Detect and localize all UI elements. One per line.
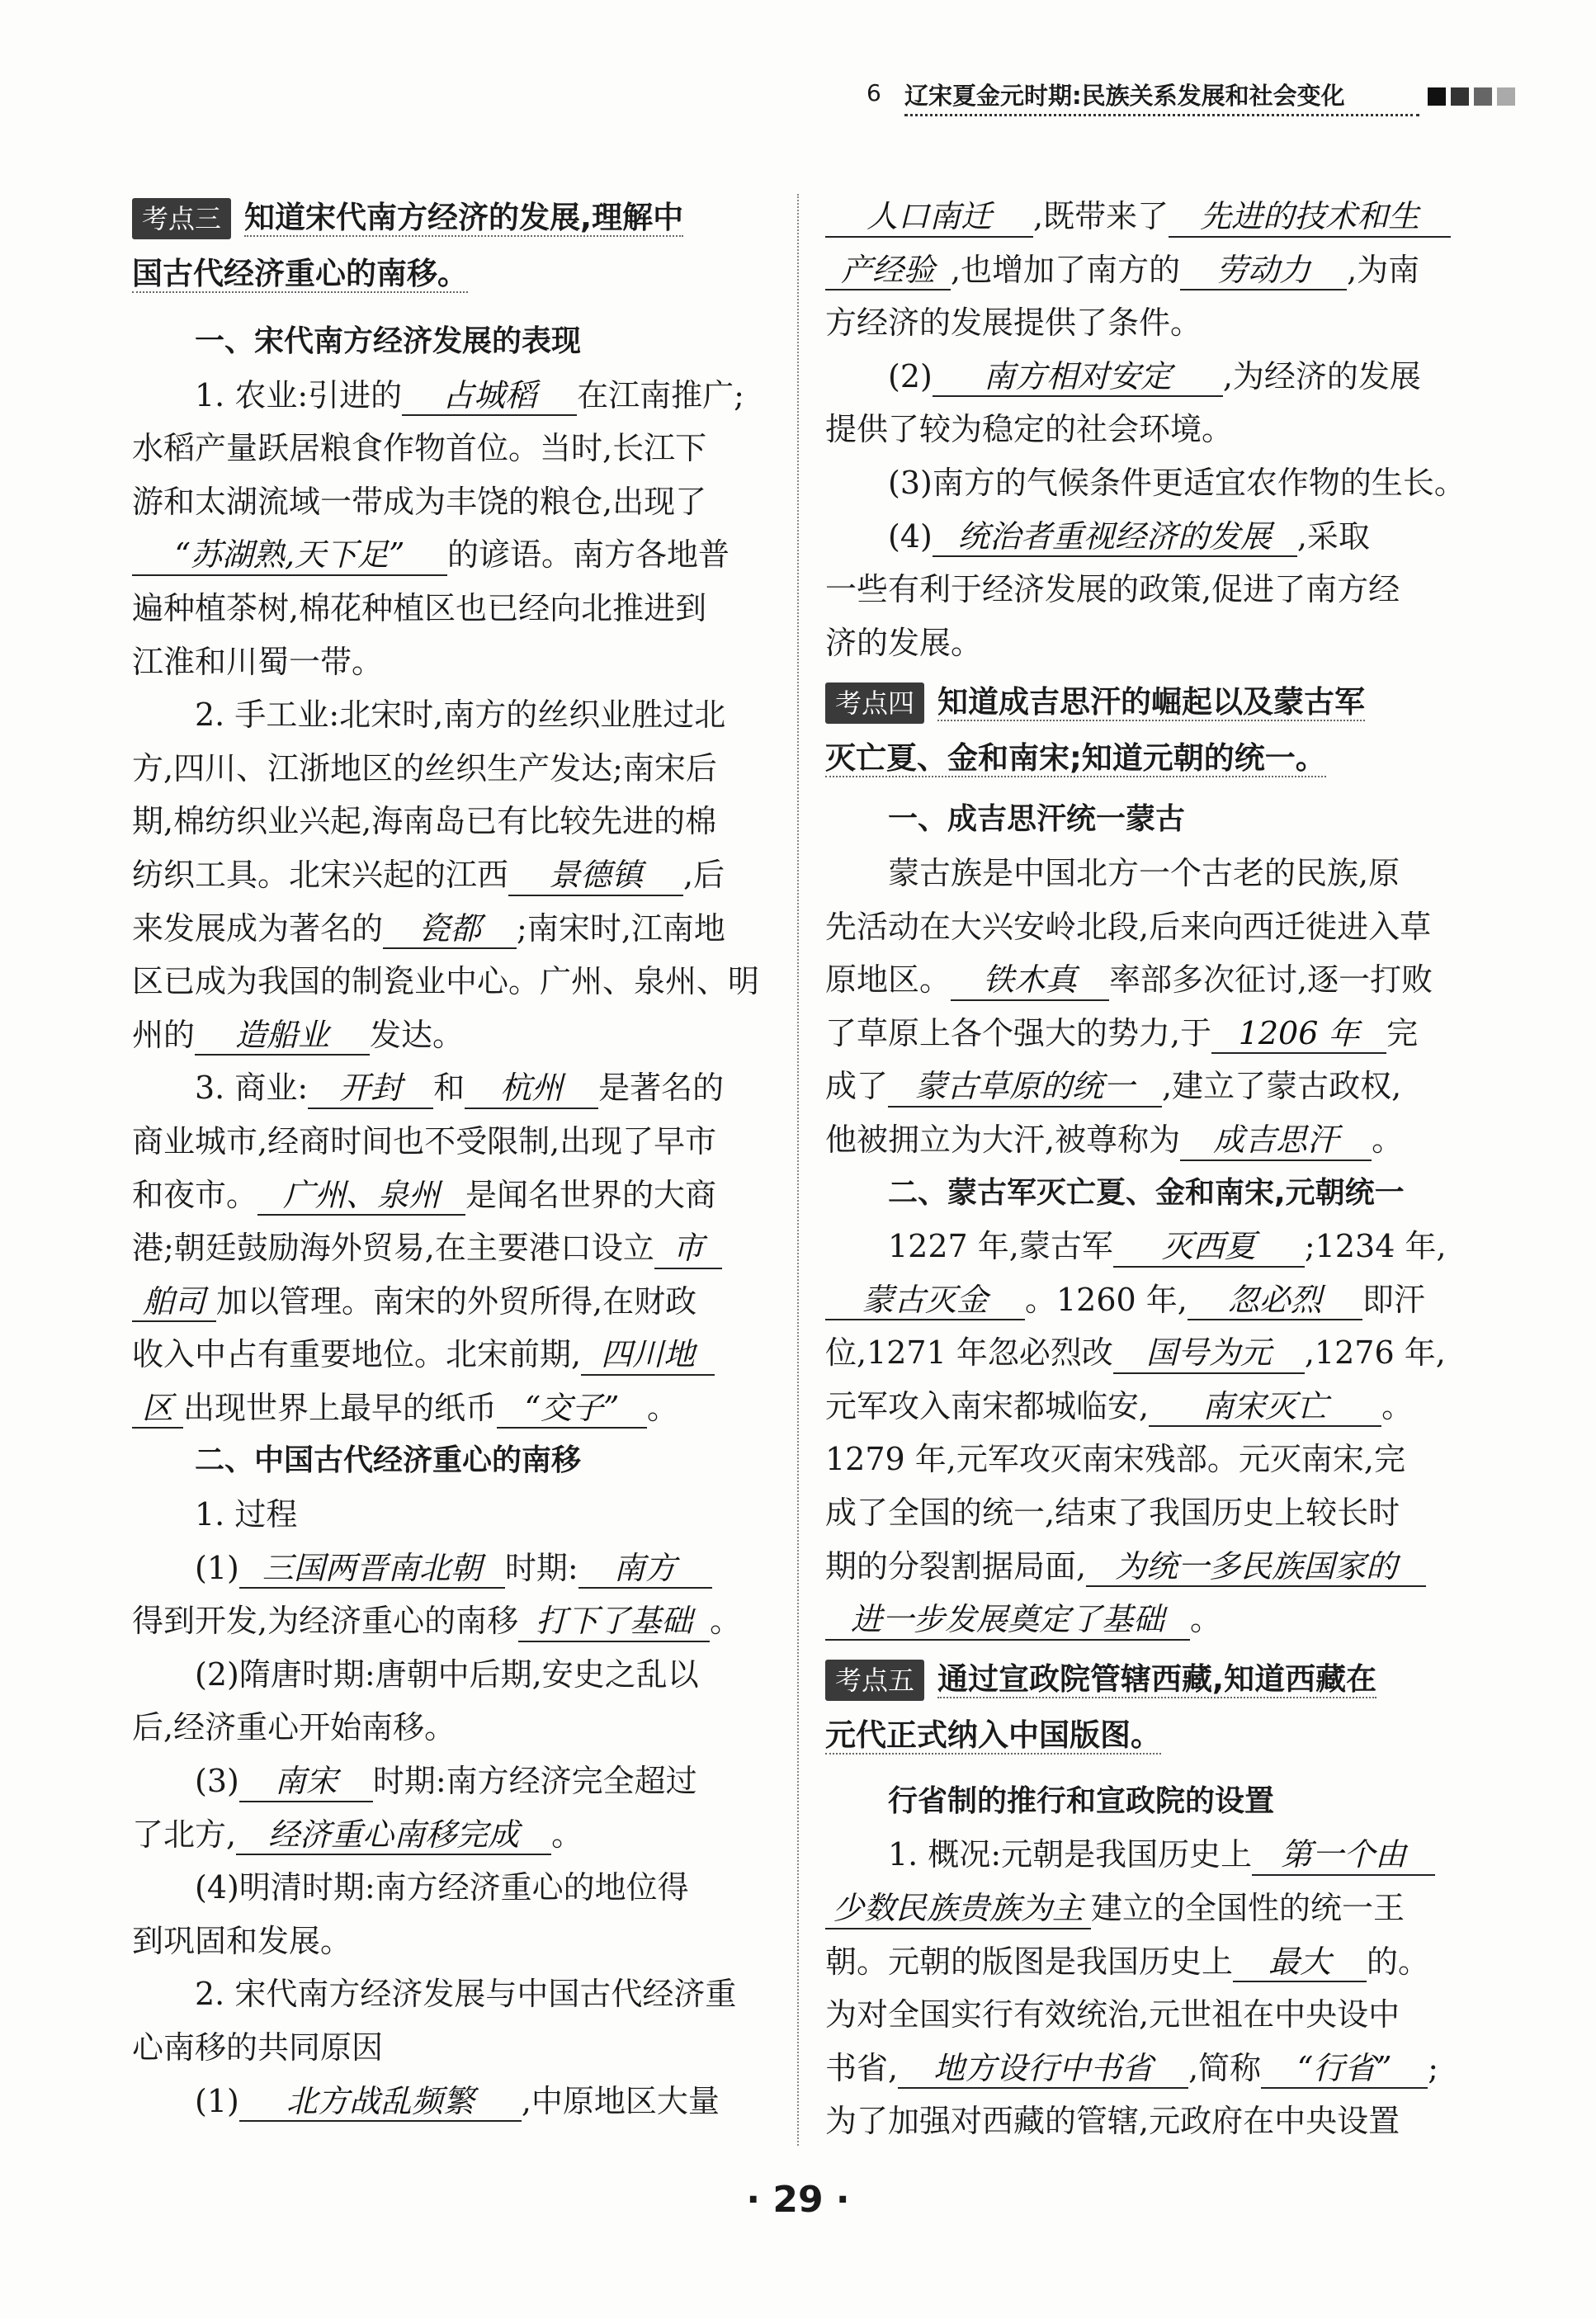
header-square-icon	[1474, 87, 1492, 106]
answer-blank: 市	[654, 1230, 722, 1269]
key-point-3: 考点三 知道宋代南方经济的发展,理解中 国古代经济重心的南移。	[132, 200, 684, 291]
answer-blank: 灭西夏	[1113, 1228, 1305, 1268]
section-heading: 行省制的推行和宣政院的设置	[888, 1783, 1275, 1818]
answer-blank: 最大	[1233, 1944, 1367, 1983]
answer-blank: 忽必烈	[1188, 1282, 1362, 1321]
answer-blank: 第一个由	[1252, 1836, 1435, 1876]
answer-blank: 打下了基础	[518, 1603, 710, 1642]
answer-blank: 北方战乱频繁	[239, 2083, 522, 2123]
running-header	[866, 79, 1543, 117]
section-heading: 一、成吉思汗统一蒙古	[888, 802, 1186, 837]
paragraph-agriculture: 1. 农业:引进的 占城稻 在江南推广; 水稻产量跃居粮食作物首位。当时,长江下 游和太湖流域一带成为丰饶的粮仓,出现了 “苏湖熟,天下足” 的谚语。南方各地普 遍种植茶树,棉花种植区也已经向北推进到 江淮和川蜀一带。	[132, 376, 744, 680]
paragraph-process-2: (2)隋唐时期:唐朝中后期,安史之乱以 后,经济重心开始南移。	[132, 1655, 699, 1746]
answer-blank: 少数民族贵族为主	[825, 1890, 1091, 1929]
section-heading: 一、宋代南方经济发展的表现	[195, 324, 582, 358]
paragraph-cause-4: (4) 统治者重视经济的发展 ,采取 一些有利于经济发展的政策,促进了南方经 济的发展。	[825, 517, 1400, 661]
paragraph-cause-2: (2) 南方相对安定 ,为经济的发展 提供了较为稳定的社会环境。	[825, 357, 1421, 448]
page-number: · 29 ·	[746, 2179, 850, 2221]
answer-blank: 开封	[308, 1070, 433, 1109]
paragraph-commerce: 3. 商业: 开封 和 杭州 是著名的 商业城市,经商时间也不受限制,出现了早市 和夜市。 广州、泉州 是闻名世界的大商 港;朝廷鼓励海外贸易,在主要港口设立 市 舶司 加以管理。南宋的外贸所得,在财政 收入中占有重要地位。北宋前期, 四川地 区 出现世界上最早的纸币 “交子” 。	[132, 1061, 776, 1434]
answer-blank: “行省”	[1261, 2050, 1428, 2090]
header-square-icon	[1428, 87, 1446, 106]
paragraph-province-system: 1. 概况:元朝是我国历史上 第一个由 少数民族贵族为主 建立的全国性的统一王 朝。元朝的版图是我国历史上 最大 的。 为对全国实行有效统治,元世祖在中央设中 书省, 地方设行中书省 ,简称 “行省” ; 为了加强对西藏的管辖,元政府在中央设置	[825, 1836, 1438, 2140]
paragraph-cause-1-cont: 人口南迁 ,既带来了 先进的技术和生 产经验 ,也增加了南方的 劳动力 ,为南 方经济的发展提供了条件。	[825, 190, 1469, 350]
paragraph-process-4: (4)明清时期:南方经济重心的地位得 到巩固和发展。	[132, 1869, 689, 1959]
paragraph-process: 1. 过程	[195, 1496, 298, 1533]
header-dotted-rule	[904, 114, 1419, 116]
key-point-tag: 考点五	[825, 1660, 924, 1701]
answer-blank: 四川地	[581, 1336, 715, 1376]
answer-blank: 进一步发展奠定了基础	[825, 1601, 1190, 1641]
answer-blank: 瓷都	[383, 910, 517, 950]
answer-blank: 景德镇	[508, 857, 683, 896]
answer-blank: 成吉思汗	[1180, 1122, 1372, 1161]
key-point-5: 考点五 通过宣政院管辖西藏,知道西藏在 元代正式纳入中国版图。	[825, 1660, 1377, 1753]
answer-blank: 1206 年	[1211, 1015, 1386, 1055]
answer-blank: 南宋灭亡	[1149, 1388, 1381, 1428]
answer-blank: 区	[132, 1390, 183, 1429]
right-column	[825, 190, 1469, 2148]
answer-blank: 铁木真	[951, 961, 1109, 1001]
answer-blank: 三国两晋南北朝	[239, 1550, 505, 1589]
answer-blank: 南宋	[239, 1763, 373, 1802]
answer-blank: 劳动力	[1180, 252, 1347, 291]
header-square-icon	[1451, 87, 1469, 106]
paragraph-cause-3: (3)南方的气候条件更适宜农作物的生长。	[888, 464, 1466, 501]
answer-blank: “交子”	[497, 1390, 647, 1429]
paragraph-yuan-unification: 1227 年,蒙古军 灭西夏 ;1234 年, 蒙古灭金 。1260 年, 忽必烈 即汗 位,1271 年忽必烈改 国号为元 ,1276 年, 元军攻入南宋都城临安, 南宋灭亡 。 1279 年,元军攻灭南宋残部。元灭南宋,完 成了全国的统一,结束了我国历史上较长时 期的分裂割据局面, 为统一多民族国家的 进一步发展奠定了基础 。	[825, 1220, 1469, 1646]
answer-blank: 南方	[578, 1550, 712, 1589]
left-column	[132, 190, 776, 2128]
key-point-4: 考点四 知道成吉思汗的崛起以及蒙古军 灭亡夏、金和南宋;知道元朝的统一。	[825, 684, 1366, 777]
paragraph-genghis: 蒙古族是中国北方一个古老的民族,原 先活动在大兴安岭北段,后来向西迁徙进入草 原地区。 铁木真 率部多次征讨,逐一打败 了草原上各个强大的势力,于 1206 年 完 成了 蒙古草原的统一 ,建立了蒙古政权, 他被拥立为大汗,被尊称为 成吉思汗 。	[825, 847, 1469, 1167]
answer-blank: 蒙古灭金	[825, 1282, 1025, 1321]
answer-blank: “苏湖熟,天下足”	[132, 536, 447, 576]
header-square-icon	[1497, 87, 1515, 106]
answer-blank: 杭州	[465, 1070, 598, 1109]
column-divider	[797, 194, 799, 2146]
answer-blank: 蒙古草原的统一	[888, 1068, 1162, 1108]
paragraph-cause-1: (1) 北方战乱频繁 ,中原地区大量	[132, 2075, 776, 2128]
key-point-tag: 考点四	[825, 682, 924, 724]
answer-blank: 人口南迁	[825, 198, 1033, 238]
answer-blank: 舶司	[132, 1283, 216, 1323]
paragraph-handicraft: 2. 手工业:北宋时,南方的丝织业胜过北 方,四川、江浙地区的丝织生产发达;南宋后 期,棉纺织业兴起,海南岛已有比较先进的棉 纺织工具。北宋兴起的江西 景德镇 ,后 来发展成为著名的 瓷都 ;南宋时,江南地 区已成为我国的制瓷业中心。广州、泉州、明 州的 造船业 发达。	[132, 688, 776, 1061]
answer-blank: 统治者重视经济的发展	[933, 518, 1297, 558]
section-heading: 二、中国古代经济重心的南移	[195, 1443, 582, 1478]
answer-blank: 南方相对安定	[933, 358, 1223, 398]
section-heading: 二、蒙古军灭亡夏、金和南宋,元朝统一	[888, 1175, 1405, 1210]
answer-blank: 地方设行中书省	[898, 2050, 1188, 2090]
answer-blank: 国号为元	[1113, 1334, 1305, 1374]
paragraph-causes: 2. 宋代南方经济发展与中国古代经济重 心南移的共同原因	[132, 1976, 737, 2066]
answer-blank: 经济重心南移完成	[236, 1816, 551, 1856]
chapter-title: 辽宋夏金元时期:民族关系发展和社会变化	[904, 82, 1345, 110]
paragraph-process-1: (1) 三国两晋南北朝 时期: 南方 得到开发,为经济重心的南移 打下了基础 。	[132, 1542, 776, 1648]
answer-blank: 造船业	[195, 1017, 370, 1056]
paragraph-process-3: (3) 南宋 时期:南方经济完全超过 了北方, 经济重心南移完成 。	[132, 1755, 776, 1861]
answer-blank: 产经验	[825, 252, 951, 291]
answer-blank: 为统一多民族国家的	[1086, 1548, 1426, 1588]
chapter-number: 6	[866, 79, 881, 106]
answer-blank: 占城稻	[402, 377, 577, 417]
key-point-tag: 考点三	[132, 198, 231, 239]
answer-blank: 广州、泉州	[257, 1177, 465, 1216]
answer-blank: 先进的技术和生	[1169, 198, 1451, 238]
